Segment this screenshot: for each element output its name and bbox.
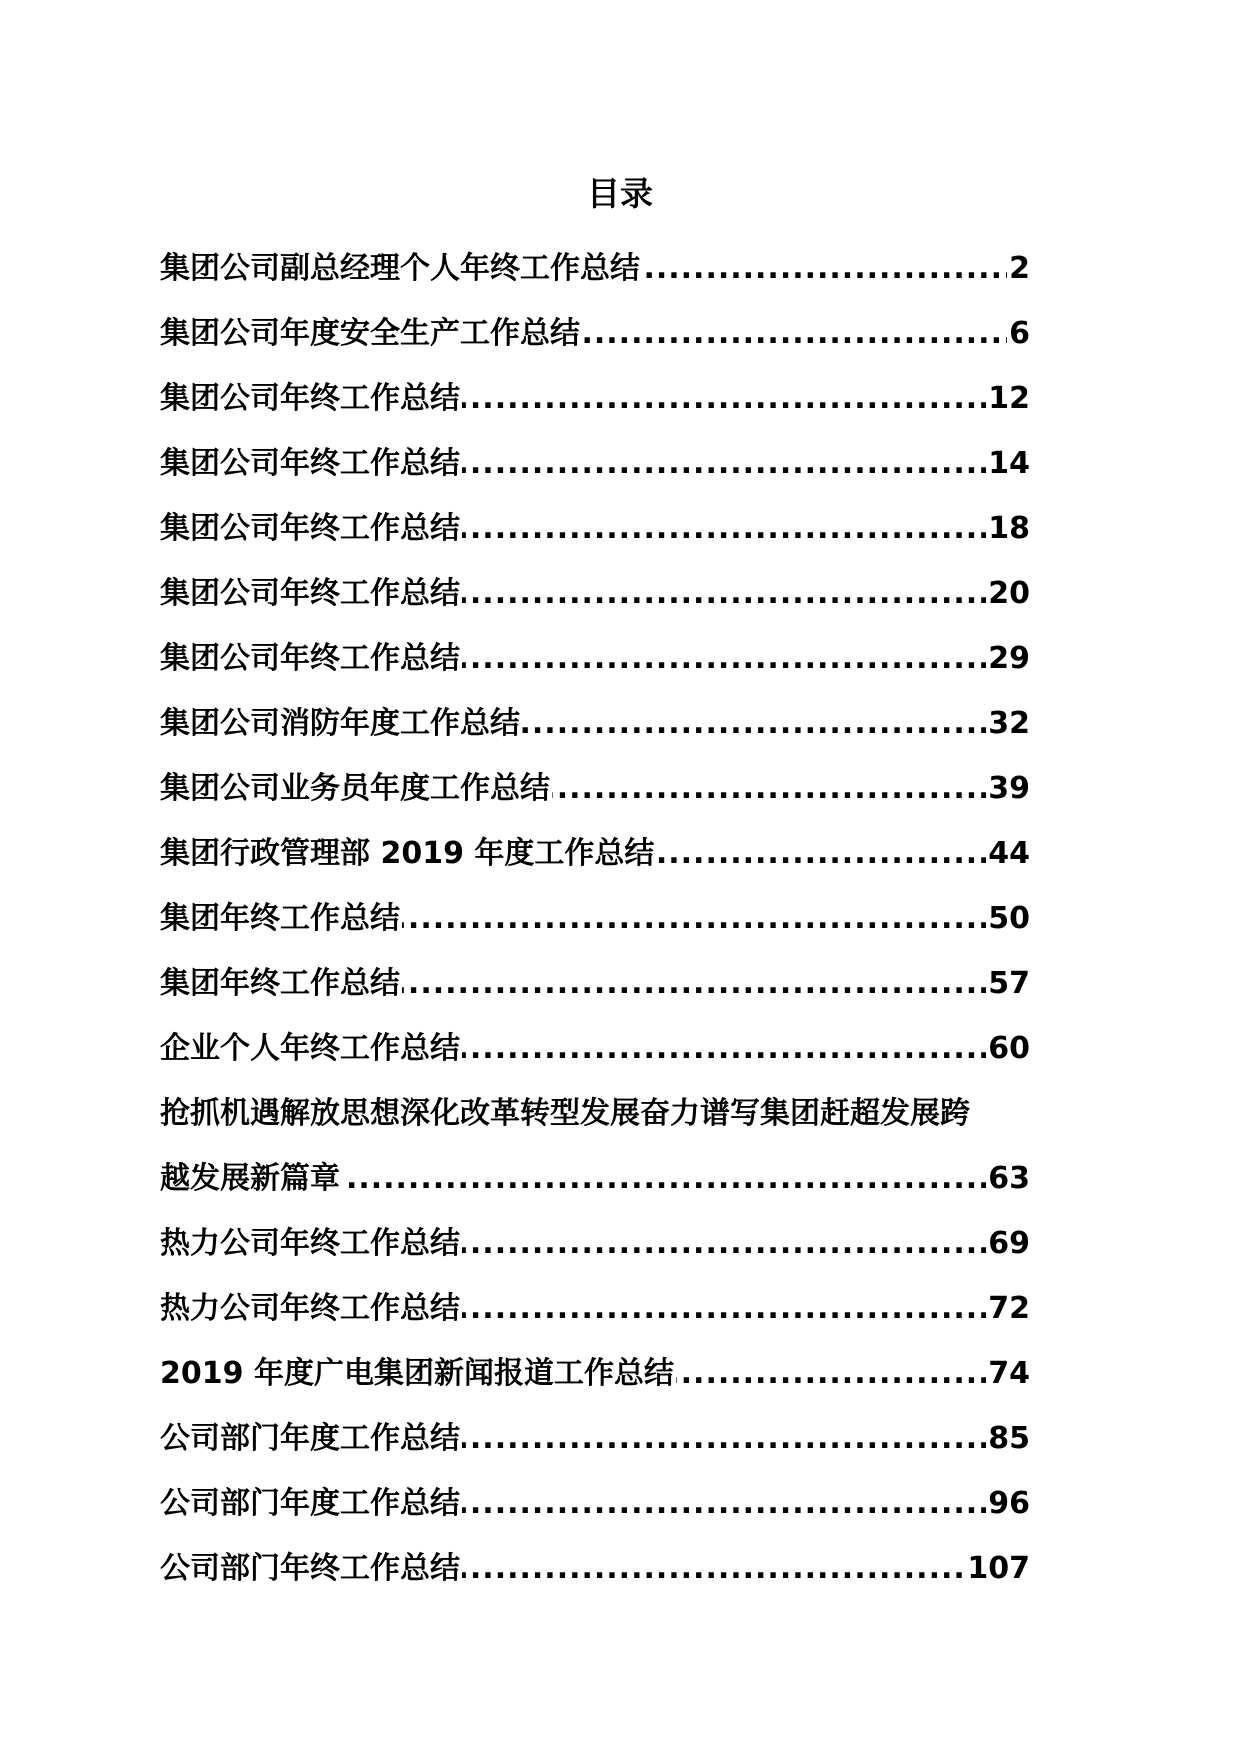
toc-entry[interactable] [160, 951, 1030, 1016]
toc-entry[interactable] [160, 496, 1030, 561]
toc-page-number: 85 [986, 1406, 1030, 1471]
toc-page-number: 74 [986, 1341, 1030, 1406]
toc-page-number: 50 [986, 886, 1030, 951]
toc-entry-title: 集团公司年终工作总结 [160, 381, 460, 416]
toc-list [160, 236, 1080, 1601]
toc-entry[interactable] [160, 626, 1030, 691]
toc-entry[interactable] [160, 236, 1030, 301]
toc-page-number: 2 [1007, 236, 1030, 301]
toc-entry[interactable] [160, 1536, 1030, 1601]
toc-entry[interactable] [160, 1341, 1030, 1406]
toc-page-number: 57 [986, 951, 1030, 1016]
toc-page-number: 60 [986, 1016, 1030, 1081]
toc-page-number: 69 [986, 1211, 1030, 1276]
toc-entry[interactable] [160, 691, 1030, 756]
toc-page-number: 20 [986, 561, 1030, 626]
toc-page-number: 32 [986, 691, 1030, 756]
toc-entry[interactable] [160, 886, 1030, 951]
toc-entry[interactable] [160, 431, 1030, 496]
toc-entry[interactable] [160, 1211, 1030, 1276]
toc-entry-title: 集团公司消防年度工作总结 [160, 706, 520, 741]
toc-title: 目录 [587, 174, 653, 213]
toc-entry-title: 公司部门年终工作总结 [160, 1551, 460, 1586]
toc-entry-title: 集团年终工作总结 [160, 901, 400, 936]
toc-entry[interactable] [160, 1016, 1030, 1081]
toc-entry-title: 热力公司年终工作总结 [160, 1226, 460, 1261]
toc-entry[interactable] [160, 821, 1030, 886]
toc-page-number: 29 [986, 626, 1030, 691]
toc-entry-title: 企业个人年终工作总结 [160, 1031, 460, 1066]
toc-entry-title: 集团公司年终工作总结 [160, 446, 460, 481]
toc-entry-title: 集团公司年终工作总结 [160, 576, 460, 611]
toc-entry[interactable] [160, 1406, 1030, 1471]
toc-entry-continuation[interactable] [160, 1146, 1030, 1211]
toc-entry[interactable] [160, 1471, 1030, 1536]
toc-page-number: 63 [986, 1146, 1030, 1211]
toc-entry-title: 抢抓机遇解放思想深化改革转型发展奋力谱写集团赶超发展跨 [160, 1096, 970, 1131]
toc-page-number: 44 [986, 821, 1030, 886]
toc-entry-title: 公司部门年度工作总结 [160, 1421, 460, 1456]
toc-entry[interactable] [160, 1276, 1030, 1341]
toc-entry-title: 集团公司年度安全生产工作总结 [160, 316, 580, 351]
toc-entry[interactable] [160, 561, 1030, 626]
toc-entry-title: 集团公司业务员年度工作总结 [160, 771, 550, 806]
toc-entry-title: 越发展新篇章 [160, 1161, 340, 1196]
toc-page-number: 107 [965, 1536, 1030, 1601]
toc-page-number: 39 [986, 756, 1030, 821]
toc-entry-title: 集团公司副总经理个人年终工作总结 [160, 251, 640, 286]
toc-entry-title: 集团行政管理部 2019 年度工作总结 [160, 836, 655, 871]
toc-entry-title: 集团公司年终工作总结 [160, 641, 460, 676]
toc-page-number: 96 [986, 1471, 1030, 1536]
toc-entry[interactable] [160, 301, 1030, 366]
toc-page-number: 14 [986, 431, 1030, 496]
toc-entry-title: 集团年终工作总结 [160, 966, 400, 1001]
toc-page-number: 6 [1007, 301, 1030, 366]
toc-entry-title: 公司部门年度工作总结 [160, 1486, 460, 1521]
toc-entry[interactable] [160, 756, 1030, 821]
toc-entry-title: 热力公司年终工作总结 [160, 1291, 460, 1326]
toc-entry-title: 2019 年度广电集团新闻报道工作总结 [160, 1356, 674, 1391]
toc-page-number: 72 [986, 1276, 1030, 1341]
toc-entry-title: 集团公司年终工作总结 [160, 511, 460, 546]
toc-page-number: 18 [986, 496, 1030, 561]
toc-page-number: 12 [986, 366, 1030, 431]
toc-entry[interactable] [160, 366, 1030, 431]
toc-entry[interactable] [160, 1081, 1080, 1146]
